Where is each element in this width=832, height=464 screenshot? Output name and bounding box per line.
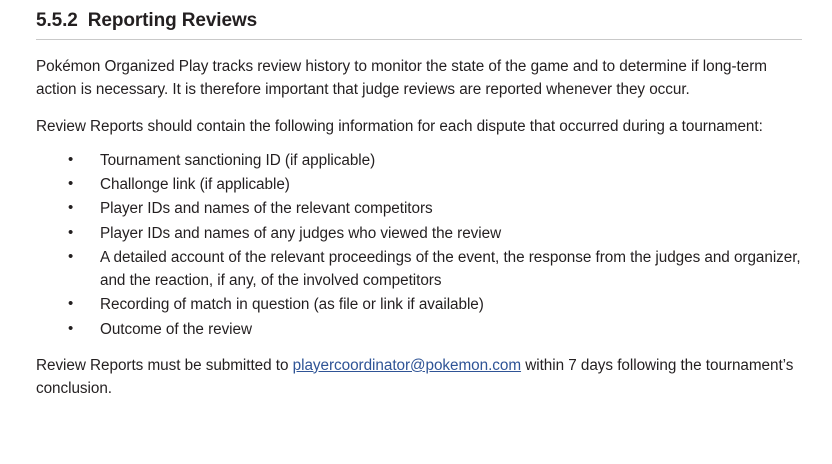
player-coordinator-email-link[interactable]: playercoordinator@pokemon.com [292, 356, 522, 374]
bullet-icon: • [68, 199, 74, 217]
closing-text-after: within 7 days following the tournament’s conclusion. [36, 356, 794, 397]
intro-paragraph: Pokémon Organized Play tracks review history to monitor the state of the game and to determine if long-term action is necessary. It is therefore important that judge reviews are reported whenever they occur. [36, 58, 767, 99]
list-item-label: A detailed account of the relevant proceedings of the event, the response from the judges and organizer, and the reaction, if any, of the involved competitors [100, 248, 801, 289]
bullet-icon: • [68, 223, 74, 241]
list-item-label: Challonge link (if applicable) [100, 176, 290, 193]
page-title: Reporting Reviews [87, 10, 258, 31]
list-item-label: Recording of match in question (as file or link if available) [100, 296, 484, 314]
list-item [36, 173, 802, 196]
bullet-icon: • [68, 295, 74, 313]
list-item [36, 318, 802, 341]
list-item [36, 222, 802, 245]
bullet-icon: • [68, 150, 74, 168]
list-item-label: Player IDs and names of the relevant competitors [100, 200, 433, 218]
list-item [36, 149, 802, 172]
list-item-label: Outcome of the review [100, 320, 252, 338]
report-contents-list [36, 149, 802, 341]
list-item [36, 293, 802, 316]
list-item [36, 197, 802, 220]
lead-in-paragraph: Review Reports should contain the following information for each dispute that occurred during a tournament: [36, 117, 763, 135]
closing-paragraph [36, 354, 802, 401]
list-item-label: Tournament sanctioning ID (if applicable) [100, 151, 376, 169]
list-item-label: Player IDs and names of any judges who viewed the review [100, 224, 502, 242]
bullet-icon: • [68, 319, 74, 337]
list-item [36, 246, 802, 293]
bullet-icon: • [68, 175, 74, 192]
section-number: 5.5.2 [36, 10, 78, 31]
section-heading [36, 10, 802, 40]
closing-text-before: Review Reports must be submitted to [36, 356, 293, 374]
bullet-icon: • [68, 247, 74, 265]
